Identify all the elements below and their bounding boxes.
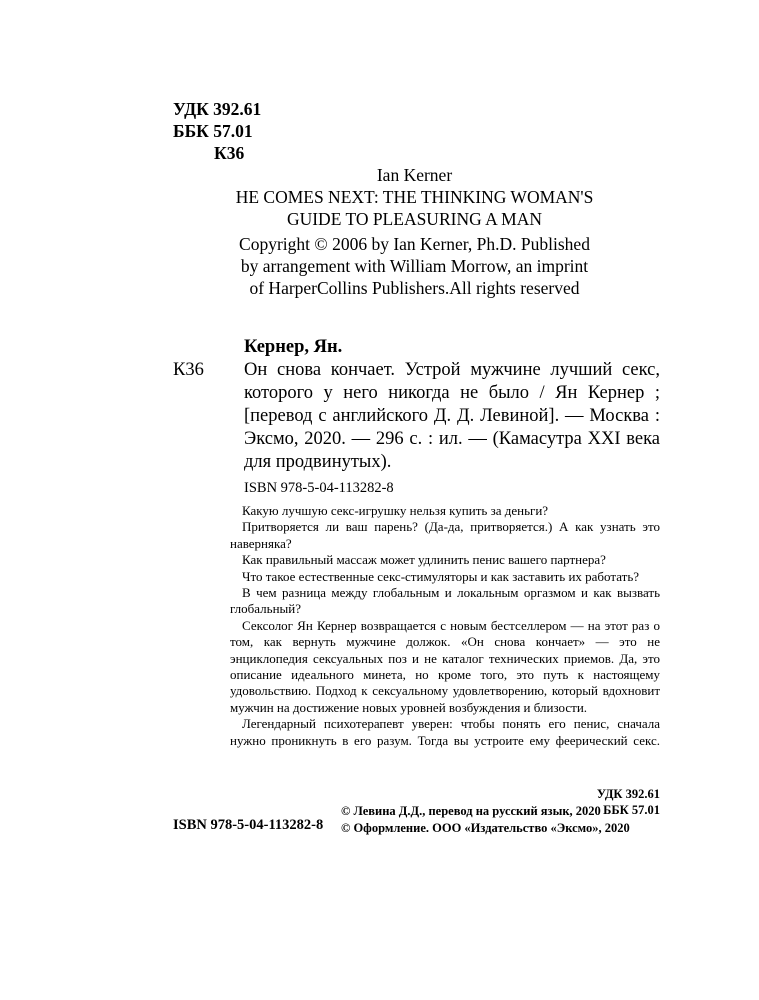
footer-bbk: ББК 57.01 <box>603 803 660 817</box>
annotation-paragraph: Сексолог Ян Кернер возвращается с новым бестселлером — на этот раз о том, как вернуть мужчине должок. «Он снова кончает» — это не энциклопедия сексуальных поз и не каталог технических приемов. Да, это описание идеального минета, но кроме того, это путь к настоящему удовольствию. Подход к сексуальному удовлетворению, который вдохновит мужчин на достижение новых уровней возбуждения и близости. <box>230 617 660 715</box>
original-title-line-1: HE COMES NEXT: THE THINKING WOMAN'S <box>235 187 594 207</box>
record-author-mark: К36 <box>173 360 204 380</box>
classification-codes <box>173 98 261 164</box>
annotation-paragraph: Притворяется ли ваш парень? (Да-да, притворяется.) А как узнать это наверняка? <box>230 519 660 551</box>
original-author: Ian Kerner <box>376 165 453 185</box>
udk-code: УДК 392.61 <box>173 99 262 119</box>
record-author-heading: Кернер, Ян. <box>244 337 343 357</box>
footer-copyright <box>341 803 630 837</box>
annotation-paragraph: Что такое естественные секс-стимуляторы и как заставить их работать? <box>242 568 640 584</box>
author-mark: К36 <box>214 143 245 163</box>
record-isbn: ISBN 978-5-04-113282-8 <box>244 480 394 496</box>
annotation <box>230 503 660 749</box>
record-description: Он снова кончает. Устрой мужчине лучший секс, которого у него никогда не было / Ян Кернер ; [перевод с английского Д. Д. Левиной]. — Москва : Эксмо, 2020. — 296 с. : ил. — (Камасутра XXI века для продвинутых). <box>244 360 660 472</box>
copyright-design: © Оформление. ООО «Издательство «Эксмо», 2020 <box>341 821 630 835</box>
annotation-paragraph: Какую лучшую секс-игрушку нельзя купить за деньги? <box>242 503 549 518</box>
footer-isbn: ISBN 978-5-04-113282-8 <box>173 817 324 833</box>
annotation-paragraph: В чем разница между глобальным и локальным оргазмом и как вызвать глобальный? <box>230 585 660 617</box>
original-copyright-line-3: of HarperCollins Publishers.All rights reserved <box>249 278 580 298</box>
copyright-translation: © Левина Д.Д., перевод на русский язык, 2020 <box>341 804 601 818</box>
annotation-paragraph: Как правильный массаж может удлинить пенис вашего партнера? <box>242 552 606 568</box>
original-edition-info <box>190 164 639 299</box>
bbk-code: ББК 57.01 <box>173 121 253 141</box>
annotation-paragraph: Легендарный психотерапевт уверен: чтобы понять его пенис, сначала нужно проникнуть в его разум. Тогда вы устроите ему феерический секс. <box>230 716 660 748</box>
original-title-line-2: GUIDE TO PLEASURING A MAN <box>286 209 543 229</box>
footer-udk: УДК 392.61 <box>596 787 660 801</box>
original-copyright-line-1: Copyright © 2006 by Ian Kerner, Ph.D. Published <box>239 234 590 254</box>
original-copyright-line-2: by arrangement with William Morrow, an imprint <box>240 256 589 276</box>
